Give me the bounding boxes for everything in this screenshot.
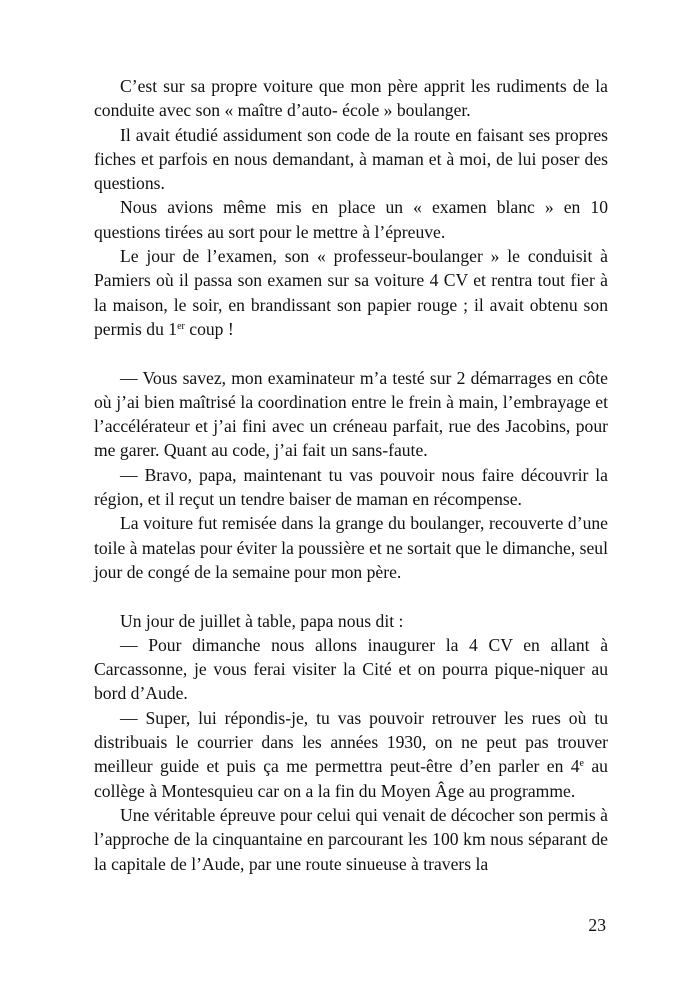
- ordinal-superscript: er: [177, 320, 185, 332]
- section-break: [94, 341, 608, 365]
- paragraph-2: Il avait étudié assidument son code de la route en faisant ses propres fiches et parfois en nous demandant, à maman et à moi, de lui poser des questions.: [94, 124, 608, 194]
- paragraph-1: C’est sur sa propre voiture que mon père apprit les rudiments de la conduite avec son « maître d’auto- école » boulanger.: [94, 76, 608, 121]
- page-number: 23: [588, 915, 606, 935]
- paragraph-8: Un jour de juillet à table, papa nous dit :: [120, 610, 404, 631]
- paragraph-4-text: Le jour de l’examen, son « professeur-boulanger » le conduisit à Pamiers où il passa son examen sur sa voiture 4 CV et rentra tout fier à la maison, le soir, en brandissant son papier rouge ; il avait obtenu son permis du 1: [94, 246, 608, 339]
- section-break: [94, 584, 608, 608]
- dialogue-3: — Pour dimanche nous allons inaugurer la 4 CV en allant à Carcassonne, je vous ferai visiter la Cité et on pourra pique-niquer au bord d’Aude.: [94, 634, 608, 704]
- dialogue-4-tail: au collège à Montesquieu car on a la fin du Moyen Âge au programme.: [94, 756, 608, 801]
- dialogue-4-text: — Super, lui répondis-je, tu vas pouvoir retrouver les rues où tu distribuais le courrier dans les années 1930, on ne peut pas trouver meilleur guide et puis ça me permettra peut-être d’en parler en 4: [94, 707, 608, 777]
- dialogue-2: — Bravo, papa, maintenant tu vas pouvoir nous faire découvrir la région, et il reçut un tendre baiser de maman en récompense.: [94, 464, 608, 510]
- paragraph-4-tail: coup !: [184, 318, 234, 339]
- paragraph-3: Nous avions même mis en place un « examen blanc » en 10 questions tirées au sort pour le mettre à l’épreuve.: [94, 197, 608, 242]
- ordinal-superscript: e: [579, 758, 584, 770]
- paragraph-4: [94, 244, 608, 341]
- paragraph-7: La voiture fut remisée dans la grange du boulanger, recouverte d’une toile à matelas pour éviter la poussière et ne sortait que le dimanche, seul jour de congé de la semaine pour mon père.: [94, 513, 608, 582]
- page-body: [94, 74, 608, 876]
- dialogue-4: [94, 706, 608, 803]
- paragraph-11: Une véritable épreuve pour celui qui venait de décocher son permis à l’approche de la cinquantaine en parcourant les 100 km nous séparant de la capitale de l’Aude, par une route sinueuse à travers la: [94, 804, 608, 874]
- dialogue-1: — Vous savez, mon examinateur m’a testé sur 2 démarrages en côte où j’ai bien maîtrisé la coordination entre le frein à main, l’embrayage et l’accélérateur et j’ai fini avec un créneau parfait, rue des Jacobins, pour me garer. Quant au code, j’ai fait un sans-faute.: [94, 367, 608, 461]
